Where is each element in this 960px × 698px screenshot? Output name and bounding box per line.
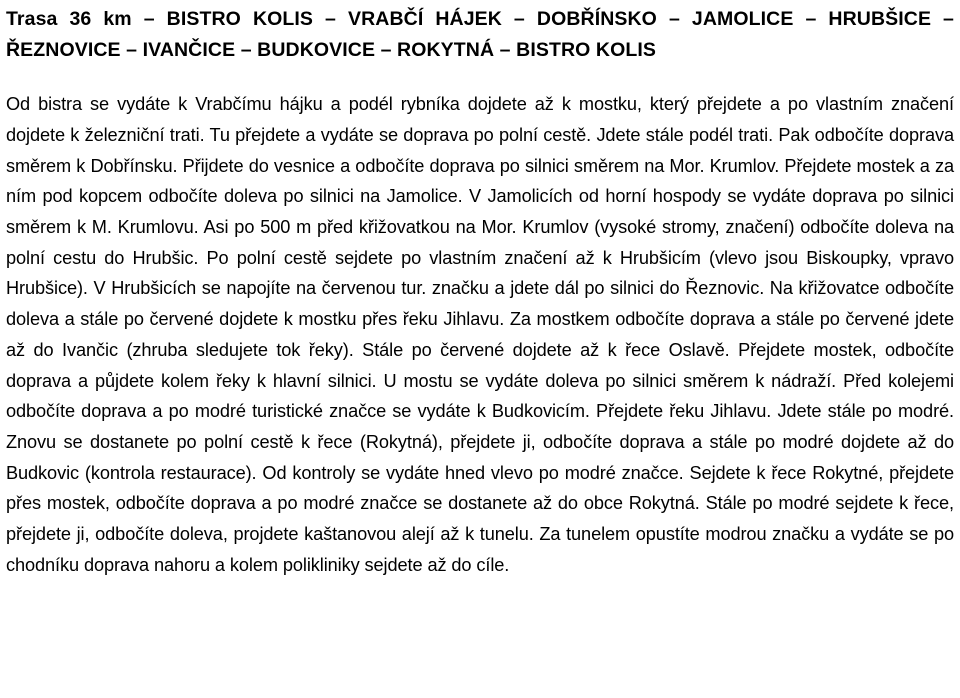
route-title: Trasa 36 km – BISTRO KOLIS – VRABČÍ HÁJEK – DOBŘÍNSKO – JAMOLICE – HRUBŠICE – ŘEZNOVICE – IVANČICE – BUDKOVICE – ROKYTNÁ – BISTRO KOLIS: [6, 8, 954, 61]
document-page: [6, 0, 954, 580]
route-description: Od bistra se vydáte k Vrabčímu hájku a podél rybníka dojdete až k mostku, který přejdete a po vlastním značení dojdete k železniční trati. Tu přejdete a vydáte se doprava po polní cestě. Jdete stále podél trati. Pak odbočíte doprava směrem k Dobřínsku. Přijdete do vesnice a odbočíte doprava po silnici směrem na Mor. Krumlov. Přejdete mostek a za ním pod kopcem odbočíte doleva po silnici na Jamolice. V Jamolicích od horní hospody se vydáte doprava po silnici směrem k M. Krumlovu. Asi po 500 m před křižovatkou na Mor. Krumlov (vysoké stromy, značení) odbočíte doleva na polní cestu do Hrubšic. Po polní cestě sejdete po vlastním značení až k Hrubšicím (vlevo jsou Biskoupky, vpravo Hrubšice). V Hrubšicích se napojíte na červenou tur. značku a jdete dál po silnici do Řeznovic. Na křižovatce odbočíte doleva a stále po červené dojdete k mostku přes řeku Jihlavu. Za mostkem odbočíte doprava a stále po červené jdete až do Ivančic (zhruba sledujete tok řeky). Stále po červené dojdete až k řece Oslavě. Přejdete mostek, odbočíte doprava a půjdete kolem řeky k hlavní silnici. U mostu se vydáte doleva po silnici směrem k nádraží. Před kolejemi odbočíte doprava a po modré turistické značce se vydáte k Budkovicím. Přejdete řeku Jihlavu. Jdete stále po modré. Znovu se dostanete po polní cestě k řece (Rokytná), přejdete ji, odbočíte doprava a stále po modré dojdete až do Budkovic (kontrola restaurace). Od kontroly se vydáte hned vlevo po modré značce. Sejdete k řece Rokytné, přejdete přes mostek, odbočíte doprava a po modré značce se dostanete až do obce Rokytná. Stále po modré sejdete k řece, přejdete ji, odbočíte doleva, projdete kaštanovou alejí až k tunelu. Za tunelem opustíte modrou značku a vydáte se po chodníku doprava nahoru a kolem polikliniky sejdete až do cíle.: [6, 94, 954, 575]
